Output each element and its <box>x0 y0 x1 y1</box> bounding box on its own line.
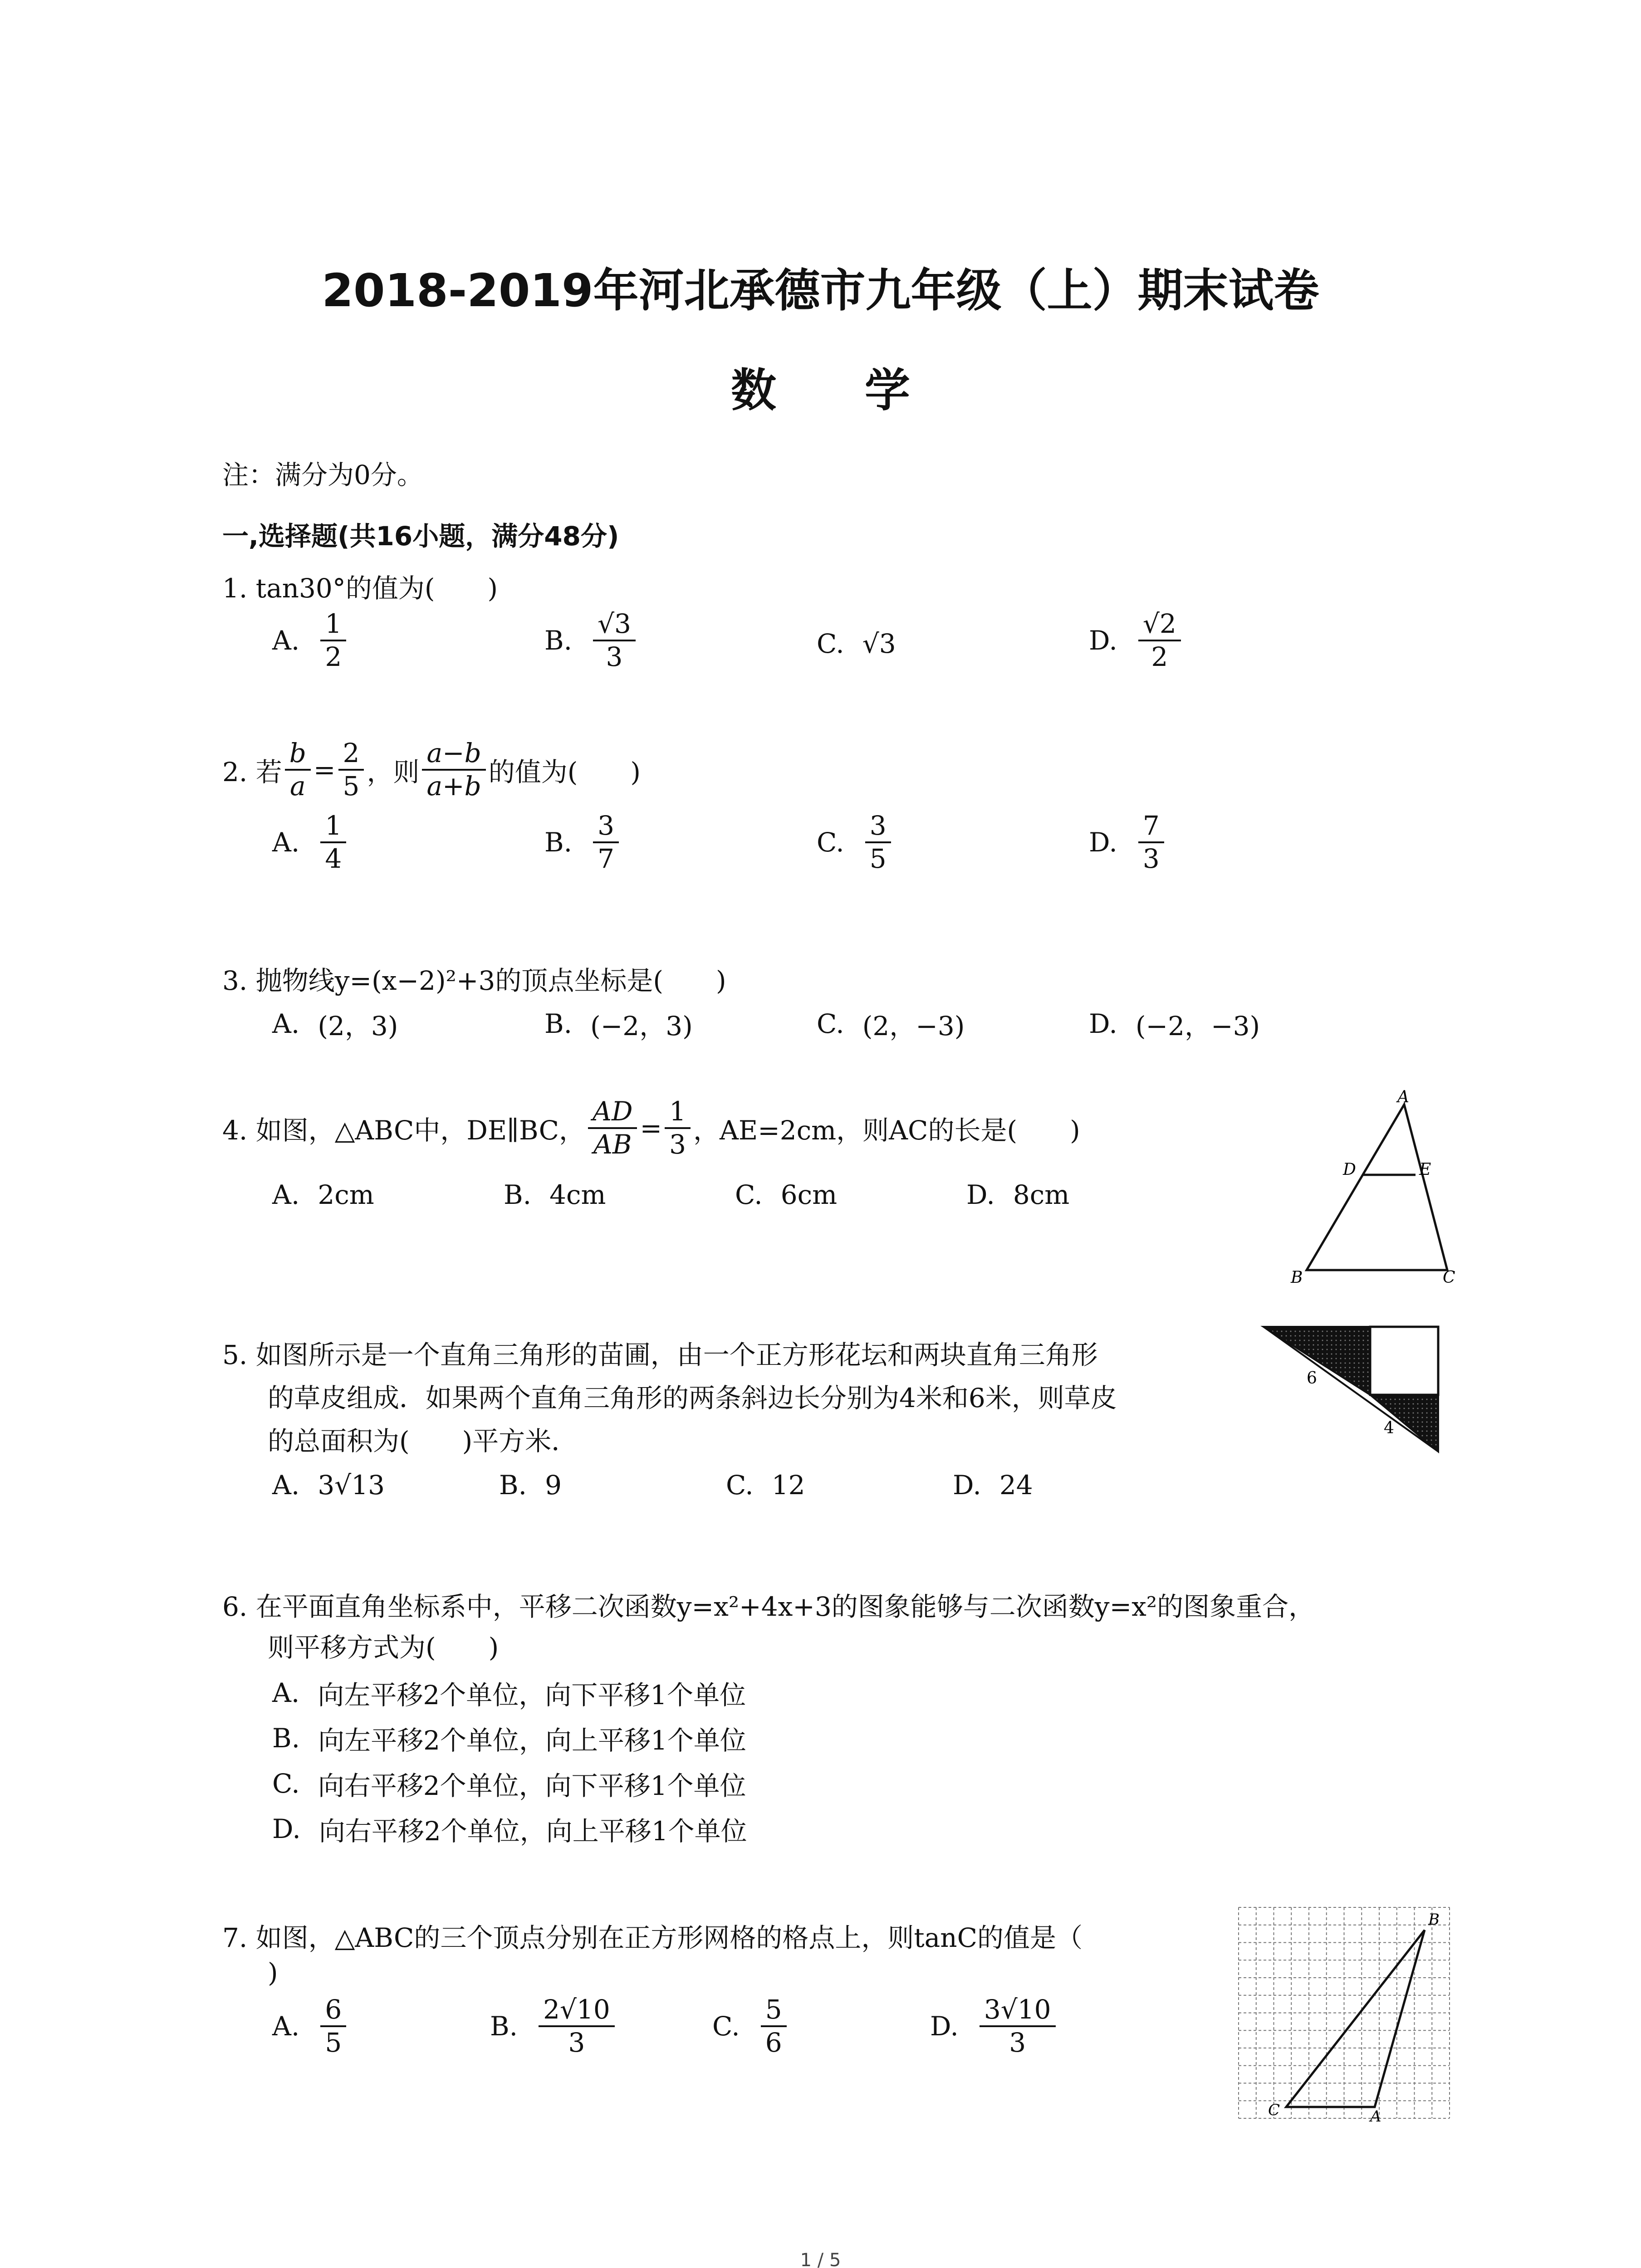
q3-option-c: C. (2，−3) <box>817 1008 965 1041</box>
q1-option-a <box>272 610 349 671</box>
subject-title: 数 学 <box>731 364 946 417</box>
svg-text:A: A <box>1397 1088 1409 1106</box>
question-4-stem: 4. 如图，△ABC中，DE∥BC， $\frac{AD}{AB}$ = $\frac{1}{3}$ ，AE=2cm，则AC的长是( ) <box>222 1096 1080 1160</box>
q4-option-b: B. 4cm <box>504 1179 606 1210</box>
fraction: $\frac{2}{5}$ <box>338 739 364 800</box>
q1-option-d <box>1089 610 1184 671</box>
option-value: √3 <box>862 628 896 659</box>
question-1-stem: 1. tan30°的值为( ) <box>222 573 498 604</box>
question-6-stem-line-2: 则平移方式为( ) <box>268 1632 499 1663</box>
q7-option-d: D. $\frac{3√10}{3}$ <box>930 1996 1058 2057</box>
q3-option-d: D. (−2，−3) <box>1089 1008 1260 1041</box>
option-label: C. <box>817 628 844 659</box>
q4-option-a: A. 2cm <box>272 1179 374 1210</box>
question-5-stem-line-2: 的草皮组成．如果两个直角三角形的两条斜边长分别为4米和6米，则草皮 <box>268 1383 1117 1413</box>
grid-triangle-figure-q7 <box>1234 1903 1447 2126</box>
fraction: $\frac{1}{4}$ <box>320 812 346 873</box>
q3-option-b: B. (−2，3) <box>544 1008 693 1041</box>
q2-option-b: B. $\frac{3}{7}$ <box>544 812 622 873</box>
fraction: $\frac{AD}{AB}$ <box>588 1098 637 1158</box>
fraction: $\frac{√2}{2}$ <box>1138 610 1181 671</box>
q7-option-a: A. $\frac{6}{5}$ <box>272 1996 349 2057</box>
question-6-stem-line-1: 6. 在平面直角坐标系中，平移二次函数y=x²+4x+3的图象能够与二次函数y=x²的图象重合， <box>222 1591 1315 1622</box>
svg-text:4: 4 <box>1384 1419 1394 1437</box>
q4-option-d: D. 8cm <box>966 1179 1070 1210</box>
q1-option-b <box>544 610 638 671</box>
option-label: B. <box>544 625 573 656</box>
fraction: $\frac{b}{a}$ <box>285 739 311 800</box>
q5-option-c: C. 12 <box>726 1470 805 1501</box>
triangle-figure-q4 <box>1279 1088 1461 1287</box>
fraction: $\frac{6}{5}$ <box>320 1996 346 2057</box>
svg-text:B: B <box>1291 1268 1303 1287</box>
svg-text:A: A <box>1370 2107 1381 2126</box>
question-5-stem-line-3: 的总面积为( )平方米． <box>268 1426 578 1457</box>
svg-text:E: E <box>1419 1160 1431 1179</box>
fraction: $\frac{√3}{3}$ <box>593 610 636 671</box>
q2-option-d: D. $\frac{7}{3}$ <box>1089 812 1167 873</box>
svg-text:C: C <box>1443 1268 1455 1287</box>
fraction: $\frac{3√10}{3}$ <box>980 1996 1056 2057</box>
svg-text:C: C <box>1268 2101 1280 2119</box>
section-heading: 一,选择题(共16小题，满分48分) <box>222 521 619 552</box>
q3-option-a: A. (2，3) <box>272 1008 398 1041</box>
q5-option-a: A. 3√13 <box>272 1470 385 1501</box>
score-note: 注：满分为0分。 <box>222 459 423 490</box>
question-7-stem-line-1: 7. 如图，△ABC的三个顶点分别在正方形网格的格点上，则tanC的值是（ <box>222 1922 1083 1953</box>
fraction: $\frac{1}{2}$ <box>320 610 346 671</box>
page-number: 1 / 5 <box>800 2250 841 2268</box>
svg-text:D: D <box>1343 1160 1356 1179</box>
fraction: $\frac{5}{6}$ <box>761 1996 787 2057</box>
exam-title: 2018-2019年河北承德市九年级（上）期末试卷 <box>322 264 1319 317</box>
q6-option-d: D. 向右平移2个单位，向上平移1个单位 <box>272 1813 747 1847</box>
fraction: $\frac{3}{5}$ <box>865 812 891 873</box>
q6-option-b: B. 向左平移2个单位，向上平移1个单位 <box>272 1723 746 1756</box>
fraction: $\frac{7}{3}$ <box>1138 812 1164 873</box>
question-3-stem: 3. 抛物线y=(x−2)²+3的顶点坐标是( ) <box>222 965 726 996</box>
q5-option-d: D. 24 <box>953 1470 1033 1501</box>
q6-option-c: C. 向右平移2个单位，向下平移1个单位 <box>272 1768 746 1801</box>
q1-option-c <box>817 628 896 659</box>
q2-option-c: C. $\frac{3}{5}$ <box>817 812 894 873</box>
question-2-stem: 2. 若 $\frac{b}{a}$ = $\frac{2}{5}$ ，则 $\frac{a-b}{a+b}$ 的值为( ) <box>222 738 641 802</box>
q5-option-b: B. 9 <box>499 1470 562 1501</box>
question-7-stem-line-2: ) <box>268 1957 278 1988</box>
garden-figure-q5 <box>1261 1325 1452 1456</box>
svg-text:6: 6 <box>1307 1369 1317 1388</box>
q4-option-c: C. 6cm <box>735 1179 838 1210</box>
svg-text:B: B <box>1428 1911 1440 1929</box>
q6-option-a: A. 向左平移2个单位，向下平移1个单位 <box>272 1677 746 1711</box>
fraction: $\frac{3}{7}$ <box>593 812 619 873</box>
q7-option-c: C. $\frac{5}{6}$ <box>712 1996 789 2057</box>
q7-option-b: B. $\frac{2√10}{3}$ <box>490 1996 617 2057</box>
q2-option-a: A. $\frac{1}{4}$ <box>272 812 349 873</box>
fraction: $\frac{1}{3}$ <box>665 1098 691 1158</box>
fraction: $\frac{2√10}{3}$ <box>539 1996 615 2057</box>
fraction: $\frac{a-b}{a+b}$ <box>422 739 485 800</box>
question-5-stem-line-1: 5. 如图所示是一个直角三角形的苗圃，由一个正方形花坛和两块直角三角形 <box>222 1339 1098 1370</box>
option-label: A. <box>272 625 300 656</box>
option-label: D. <box>1089 625 1117 656</box>
